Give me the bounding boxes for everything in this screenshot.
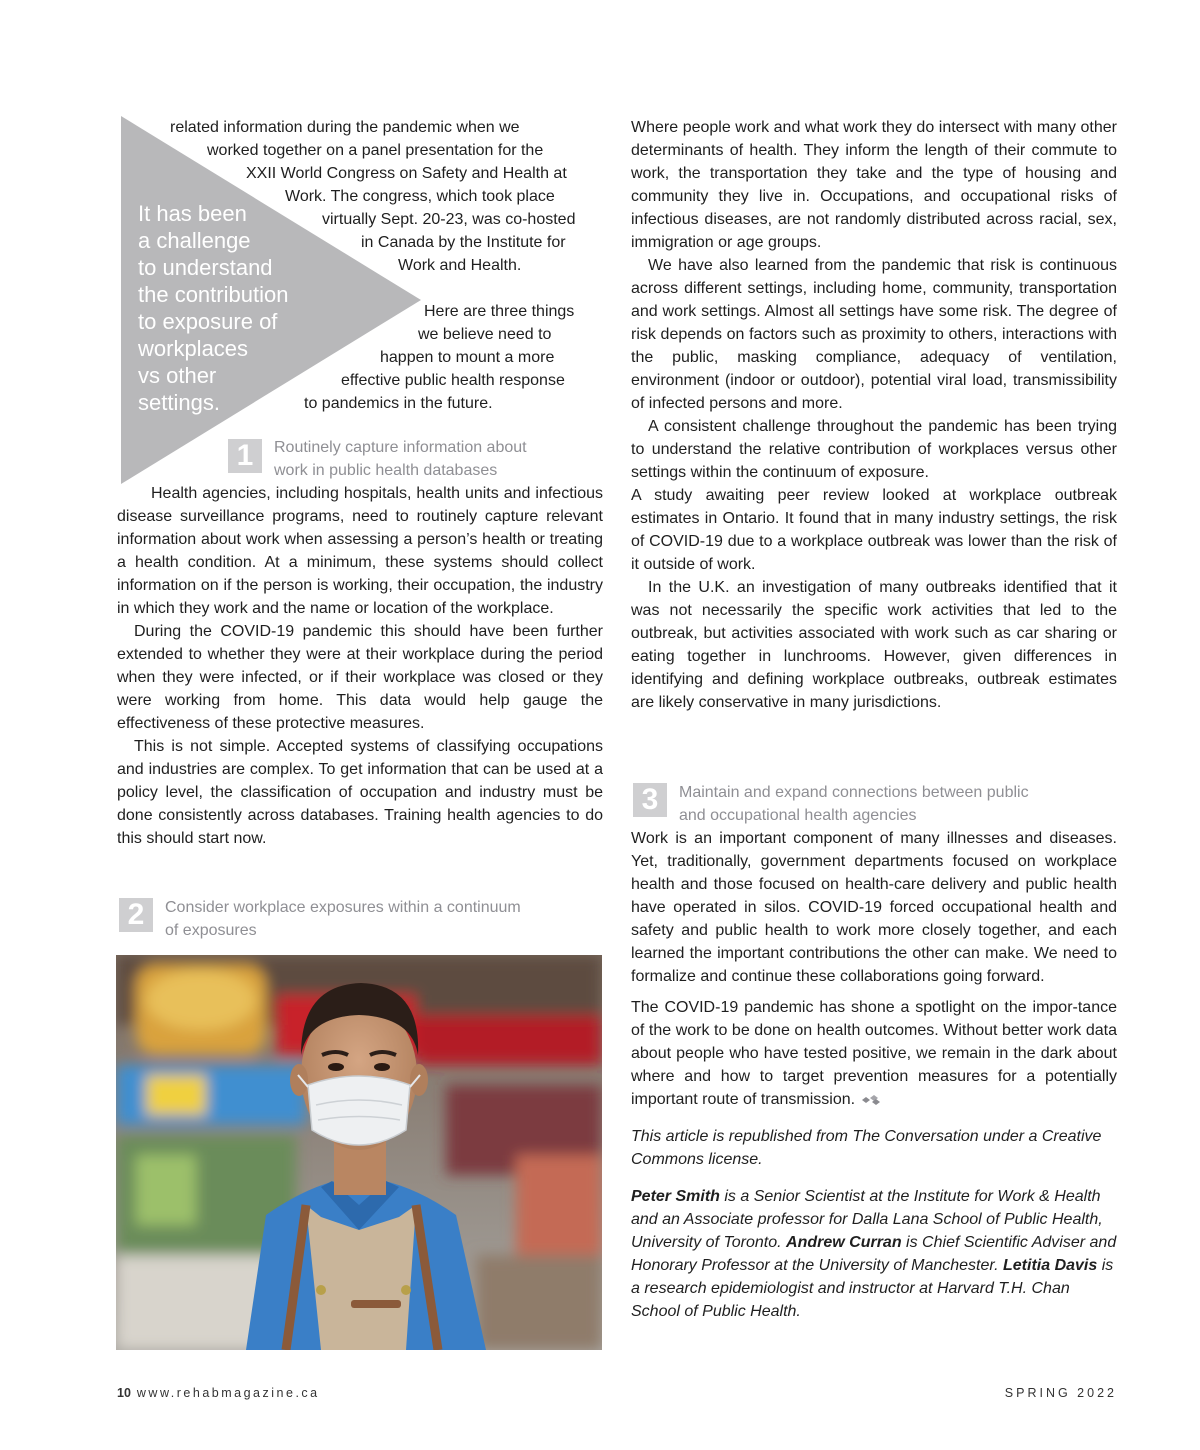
section-heading-3 [679,781,1029,827]
paragraph: A study awaiting peer review looked at workplace outbreak estimates in Ontario. It found that in many industry settings, the risk of COVID-19 due to a workplace outbreak was lower than the risk of it outside of work. [631,487,1117,573]
paragraph: This is not simple. Accepted systems of classifying occupations and industries are complex. To get information that can be used at a policy level, the classification of occupation and industry must be done consistently across databases. Training health agencies to do this should start now. [117,738,603,847]
author-name: Peter Smith [631,1188,720,1205]
paragraph: Work is an important component of many illnesses and diseases. Yet, traditionally, government departments focused on workplace health and those focused on health-care delivery and public health have operated in silos. COVID-19 forced occupational health and safety and public health to work more closely together, and each learned the important contributions the other can make. We need to formalize and continue these collaborations going forward. [631,830,1117,985]
pull-quote-line: to exposure of [138,309,278,334]
closing-text: The COVID-19 pandemic has shone a spotlight on the impor-tance of the work to be done on health outcomes. Without better work data about people who have tested positive, we remain in the dark about where and how to target prevention measures for a potentially important route of transmission. [631,999,1117,1108]
website-link[interactable]: www.rehabmagazine.ca [136,1386,320,1400]
section-heading-1 [274,436,527,482]
section-1-body [117,482,603,850]
heading-line: and occupational health agencies [679,807,917,824]
intro-line: happen to mount a more [380,349,555,366]
section-number-3: 3 [633,783,667,817]
closing-paragraph [631,996,1117,1111]
paragraph: During the COVID-19 pandemic this should have been further extended to whether they were at their workplace during the period when they were infected, or if their workplace was closed or they were working from home. This data would help gauge the effectiveness of these protective measures. [117,623,603,732]
pull-quote-line: a challenge [138,228,251,253]
pull-quote-line: It has been [138,201,247,226]
section-heading-2 [165,896,521,942]
section-number-2: 2 [119,898,153,932]
intro-line: virtually Sept. 20-23, was co-hosted [322,211,576,228]
pull-quote-line: settings. [138,390,220,415]
heading-line: Consider workplace exposures within a continuum [165,899,521,916]
page-number: 10 [117,1386,131,1400]
author-description: is Chief Scientific Adviser and Honorary Professor at the University of Manchester. [631,1234,1117,1274]
heading-line: Routinely capture information about [274,439,527,456]
right-column-body [631,116,1117,714]
footer-left [117,1386,320,1400]
issue-label: SPRING 2022 [1004,1386,1117,1400]
intro-line: to pandemics in the future. [304,395,493,412]
intro-text [116,116,596,415]
pull-quote-line: vs other [138,363,217,388]
end-mark-icon [860,1094,882,1106]
intro-line: we believe need to [418,326,552,343]
intro-line: in Canada by the Institute for [361,234,566,251]
intro-line: worked together on a panel presentation for the [207,142,544,159]
intro-line: Work. The congress, which took place [285,188,555,205]
intro-line: effective public health response [341,372,565,389]
author-description: is a Senior Scientist at the Institute for Work & Health and an Associate professor for Dalla Lana School of Public Health, University of Toronto. [631,1188,1103,1251]
pull-quote-line: workplaces [138,336,249,361]
paragraph: We have also learned from the pandemic that risk is continuous across different settings, including home, community, transportation and work settings. Almost all settings have some risk. The degree of risk depends on factors such as proximity to others, interactions with the public, masking compliance, adequacy of ventilation, environment (indoor or outdoor), potential viral load, transmissibility of infected persons and more. [631,257,1117,412]
pull-quote-line: to understand [138,255,273,280]
heading-line: Maintain and expand connections between public [679,784,1029,801]
intro-line: XXII World Congress on Safety and Health at [246,165,567,182]
paragraph: Where people work and what work they do intersect with many other determinants of health. They inform the length of their commute to work, the transportation they take and the type of housing and community they live in. Occupations, and occupational risks of infectious diseases, are not randomly distributed across racial, sex, immigration or age groups. [631,119,1117,251]
paragraph: Health agencies, including hospitals, health units and infectious disease surveillance programs, need to routinely capture relevant information about work when assessing a person’s health or treating a health condition. At a minimum, these systems should collect information on if the person is working, their occupation, the industry in which they work and the name or location of the workplace. [117,485,603,617]
heading-line: work in public health databases [274,462,498,479]
author-name: Letitia Davis [1003,1257,1098,1274]
author-bio [631,1185,1117,1323]
author-description: is a research epidemiologist and instructor at Harvard T.H. Chan School of Public Health. [631,1257,1114,1320]
section-3-body [631,827,1117,1323]
paragraph: In the U.K. an investigation of many outbreaks identified that it was not necessarily the specific work activities that led to the outbreak, but activities associated with work such as car sharing or eating together in lunchrooms. However, given differences in identifying and defining workplace outbreaks, outbreak estimates are likely conservative in many jurisdictions. [631,579,1117,711]
paragraph: A consistent challenge throughout the pandemic has been trying to understand the relative contribution of workplaces versus other settings within the continuum of exposure. [631,418,1117,481]
intro-line: Work and Health. [398,257,522,274]
author-name: Andrew Curran [786,1234,902,1251]
intro-line: related information during the pandemic when we [170,119,520,136]
heading-line: of exposures [165,922,257,939]
masked-worker-photo [116,955,602,1350]
section-number-1: 1 [228,439,262,473]
intro-line: Here are three things [424,303,575,320]
pull-quote-line: the contribution [138,282,289,307]
republish-note: This article is republished from The Conversation under a Creative Commons license. [631,1128,1102,1168]
